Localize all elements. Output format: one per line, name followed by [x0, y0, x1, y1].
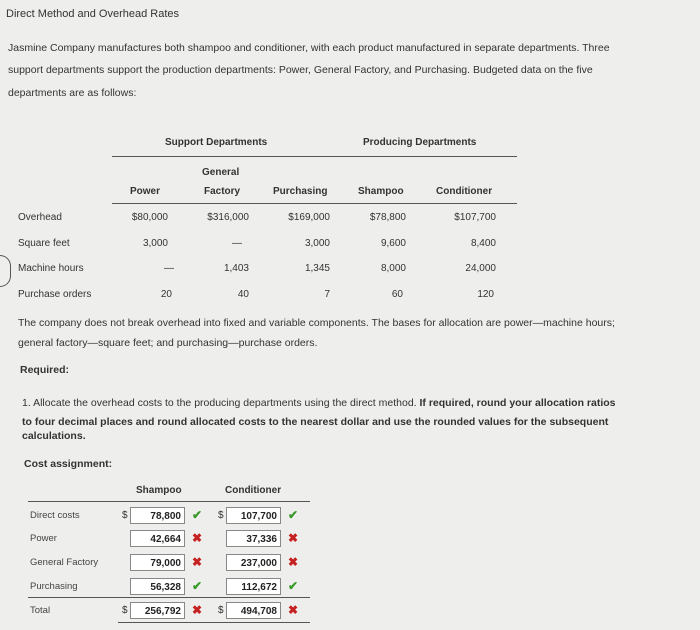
cell-conditioner: $107,700 — [454, 212, 496, 223]
row-label: Machine hours — [18, 263, 84, 274]
cell-conditioner: 120 — [477, 289, 494, 300]
header-general: General — [202, 167, 240, 178]
row-label: Overhead — [18, 212, 62, 223]
conditioner-total-input[interactable]: 494,708 — [226, 602, 281, 619]
question-text: 1. Allocate the overhead costs to the producing departments using the direct method. — [22, 397, 417, 409]
check-icon: ✔ — [192, 508, 203, 522]
bases-line-2: general factory—square feet; and purchasing—purchase orders. — [18, 337, 318, 349]
header-factory: Factory — [204, 186, 241, 197]
cross-icon: ✖ — [192, 531, 203, 545]
header-producing-departments: Producing Departments — [363, 137, 477, 148]
intro-line-2: support departments support the production departments: Power, General Factory, and Purchasing. Budgeted data on the five — [8, 64, 593, 76]
cell-shampoo: 8,000 — [380, 263, 406, 274]
shampoo-purchasing-input[interactable]: 56,328 — [130, 578, 185, 595]
header-rule — [112, 156, 517, 157]
cross-icon: ✖ — [288, 555, 299, 569]
cell-purchasing: 3,000 — [304, 238, 330, 249]
required-label: Required: — [20, 364, 70, 376]
cell-power: — — [164, 263, 174, 274]
column-rule — [112, 203, 517, 204]
bracket-mark — [0, 255, 11, 287]
question-line-2: to four decimal places and round allocated costs to the nearest dollar and use the rounded values for the subsequent — [22, 416, 609, 428]
header-conditioner: Conditioner — [225, 485, 282, 496]
conditioner-general-factory-input[interactable]: 237,000 — [226, 554, 281, 571]
cell-shampoo: $78,800 — [369, 212, 406, 223]
cross-icon: ✖ — [192, 603, 203, 617]
cell-purchasing: 7 — [324, 289, 330, 300]
total-rule — [28, 597, 310, 598]
dollar-sign: $ — [218, 510, 224, 521]
question-line-1 — [22, 397, 616, 409]
cell-power: $80,000 — [131, 212, 168, 223]
header-conditioner: Conditioner — [436, 186, 493, 197]
dollar-sign: $ — [122, 510, 128, 521]
row-label-total: Total — [30, 605, 51, 616]
intro-line-1: Jasmine Company manufactures both shampoo and conditioner, with each product manufactured in separate departments. Three — [8, 42, 610, 54]
cross-icon: ✖ — [288, 531, 299, 545]
shampoo-total-input[interactable]: 256,792 — [130, 602, 185, 619]
header-rule — [28, 501, 310, 502]
conditioner-direct-costs-input[interactable]: 107,700 — [226, 507, 281, 524]
cell-general-factory: — — [232, 238, 242, 249]
bases-line-1: The company does not break overhead into fixed and variable components. The bases for allocation are power—machine hours; — [18, 317, 615, 329]
page-title: Direct Method and Overhead Rates — [6, 8, 180, 20]
shampoo-power-input[interactable]: 42,664 — [130, 530, 185, 547]
row-label-general-factory: General Factory — [30, 557, 99, 568]
cost-assignment-label: Cost assignment: — [24, 458, 113, 470]
row-label: Purchase orders — [18, 289, 92, 300]
cell-general-factory: $316,000 — [207, 212, 249, 223]
cell-shampoo: 60 — [391, 289, 403, 300]
conditioner-power-input[interactable]: 37,336 — [226, 530, 281, 547]
cell-conditioner: 24,000 — [465, 263, 496, 274]
row-label-power: Power — [30, 533, 57, 544]
header-support-departments: Support Departments — [165, 137, 268, 148]
shampoo-direct-costs-input[interactable]: 78,800 — [130, 507, 185, 524]
conditioner-purchasing-input[interactable]: 112,672 — [226, 578, 281, 595]
header-shampoo: Shampoo — [358, 186, 404, 197]
header-shampoo: Shampoo — [136, 485, 182, 496]
question-line-3: calculations. — [22, 430, 86, 442]
cell-shampoo: 9,600 — [380, 238, 406, 249]
dollar-sign: $ — [218, 605, 224, 616]
header-purchasing: Purchasing — [273, 186, 328, 197]
shampoo-general-factory-input[interactable]: 79,000 — [130, 554, 185, 571]
cell-purchasing: 1,345 — [304, 263, 330, 274]
cell-power: 3,000 — [142, 238, 168, 249]
cell-general-factory: 40 — [237, 289, 249, 300]
double-rule — [118, 622, 310, 623]
cell-conditioner: 8,400 — [470, 238, 496, 249]
intro-line-3: departments are as follows: — [8, 87, 137, 99]
dollar-sign: $ — [122, 605, 128, 616]
row-label: Square feet — [18, 238, 70, 249]
cell-power: 20 — [160, 289, 172, 300]
row-label-purchasing: Purchasing — [30, 581, 78, 592]
cell-general-factory: 1,403 — [223, 263, 249, 274]
cross-icon: ✖ — [288, 603, 299, 617]
cross-icon: ✖ — [192, 555, 203, 569]
check-icon: ✔ — [192, 579, 203, 593]
header-power: Power — [130, 186, 161, 197]
cell-purchasing: $169,000 — [288, 212, 330, 223]
question-instruction: If required, round your allocation ratios — [416, 397, 616, 409]
row-label-direct-costs: Direct costs — [30, 510, 80, 521]
check-icon: ✔ — [288, 579, 299, 593]
check-icon: ✔ — [288, 508, 299, 522]
